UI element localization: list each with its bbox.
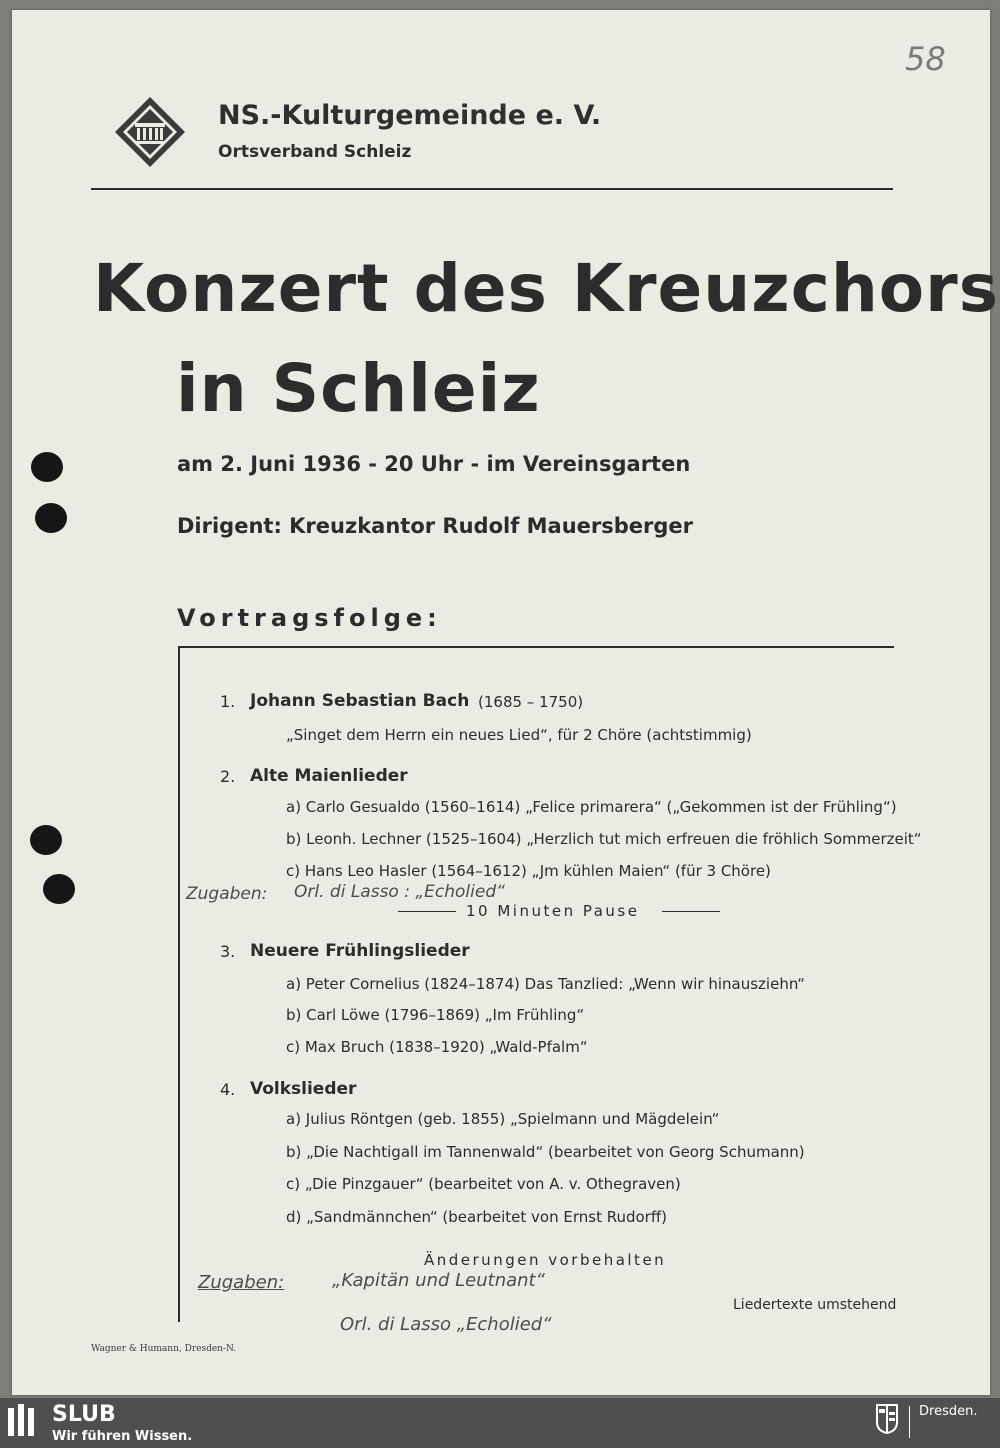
section-number: 1. [220, 692, 236, 711]
page-number: 58 [905, 40, 946, 78]
program-item: a) Julius Röntgen (geb. 1855) „Spielmann und Mägdelein“ [286, 1110, 720, 1128]
org-subtitle: Ortsverband Schleiz [218, 142, 412, 162]
pause-rule-right [662, 911, 720, 912]
program-title: Vortragsfolge: [177, 604, 442, 632]
section-number: 2. [220, 767, 236, 786]
lyrics-note: Liedertexte umstehend [733, 1297, 897, 1313]
program-item: a) Peter Cornelius (1824–1874) Das Tanzlied: „Wenn wir hinausziehn“ [286, 975, 806, 993]
punch-hole [30, 825, 62, 855]
program-item: d) „Sandmännchen“ (bearbeitet von Ernst Rudorff) [286, 1208, 668, 1226]
program-item: c) Max Bruch (1838–1920) „Wald-Pfalm“ [286, 1038, 588, 1056]
conductor-line: Dirigent: Kreuzkantor Rudolf Mauersberger [177, 514, 694, 538]
punch-hole [43, 874, 75, 904]
pause-rule-left [398, 911, 456, 912]
header-rule [91, 188, 893, 190]
program-item: c) „Die Pinzgauer“ (bearbeitet von A. v. Othegraven) [286, 1175, 681, 1193]
printer-imprint: Wagner & Humann, Dresden-N. [91, 1344, 237, 1354]
handwritten-encore-text: Orl. di Lasso : „Echolied“ [294, 882, 505, 902]
changes-note: Änderungen vorbehalten [424, 1251, 667, 1269]
footer-divider [909, 1406, 910, 1438]
program-item: „Singet dem Herrn ein neues Lied“, für 2 Chöre (achtstimmig) [286, 726, 752, 744]
pause-text: 10 Minuten Pause [466, 902, 640, 920]
program-item: b) „Die Nachtigall im Tannenwald“ (bearbeitet von Georg Schumann) [286, 1143, 805, 1161]
program-item: c) Hans Leo Hasler (1564–1612) „Jm kühlen Maien“ (für 3 Chöre) [286, 862, 771, 880]
handwritten-encore-text: „Kapitän und Leutnant“ [332, 1270, 545, 1291]
slub-logo-icon [8, 1404, 44, 1440]
section-heading: Alte Maienlieder [250, 766, 408, 786]
program-item: a) Carlo Gesualdo (1560–1614) „Felice primarera“ („Gekommen ist der Frühling“) [286, 798, 897, 816]
program-item: b) Carl Löwe (1796–1869) „Im Frühling“ [286, 1006, 585, 1024]
concert-title-line2: in Schleiz [176, 350, 541, 427]
date-line: am 2. Juni 1936 - 20 Uhr - im Vereinsgarten [177, 452, 691, 476]
dresden-label: Dresden. [919, 1404, 978, 1419]
section-heading-dates: (1685 – 1750) [478, 693, 584, 711]
section-heading: Volkslieder [250, 1079, 357, 1099]
slub-brand: SLUB [52, 1402, 116, 1427]
slub-tagline: Wir führen Wissen. [52, 1429, 193, 1444]
kulturgemeinde-logo [113, 95, 187, 169]
section-heading: Johann Sebastian Bach [250, 691, 470, 711]
section-heading: Neuere Frühlingslieder [250, 941, 470, 961]
footer-bar [0, 1398, 1000, 1448]
concert-title-line1: Konzert des Kreuzchors [93, 250, 999, 327]
dresden-coat-of-arms-icon [876, 1404, 898, 1434]
program-item: b) Leonh. Lechner (1525–1604) „Herzlich tut mich erfreuen die fröhlich Sommerzeit“ [286, 830, 922, 848]
punch-hole [31, 452, 63, 482]
section-number: 3. [220, 942, 236, 961]
org-title: NS.-Kulturgemeinde e. V. [218, 100, 602, 131]
section-number: 4. [220, 1080, 236, 1099]
handwritten-encore-text: Orl. di Lasso „Echolied“ [340, 1314, 552, 1335]
handwritten-encore-label: Zugaben: [186, 884, 268, 904]
program-frame-left [178, 646, 180, 1322]
program-frame-top [178, 646, 894, 648]
punch-hole [35, 503, 67, 533]
handwritten-encore-label: Zugaben: [198, 1272, 285, 1293]
